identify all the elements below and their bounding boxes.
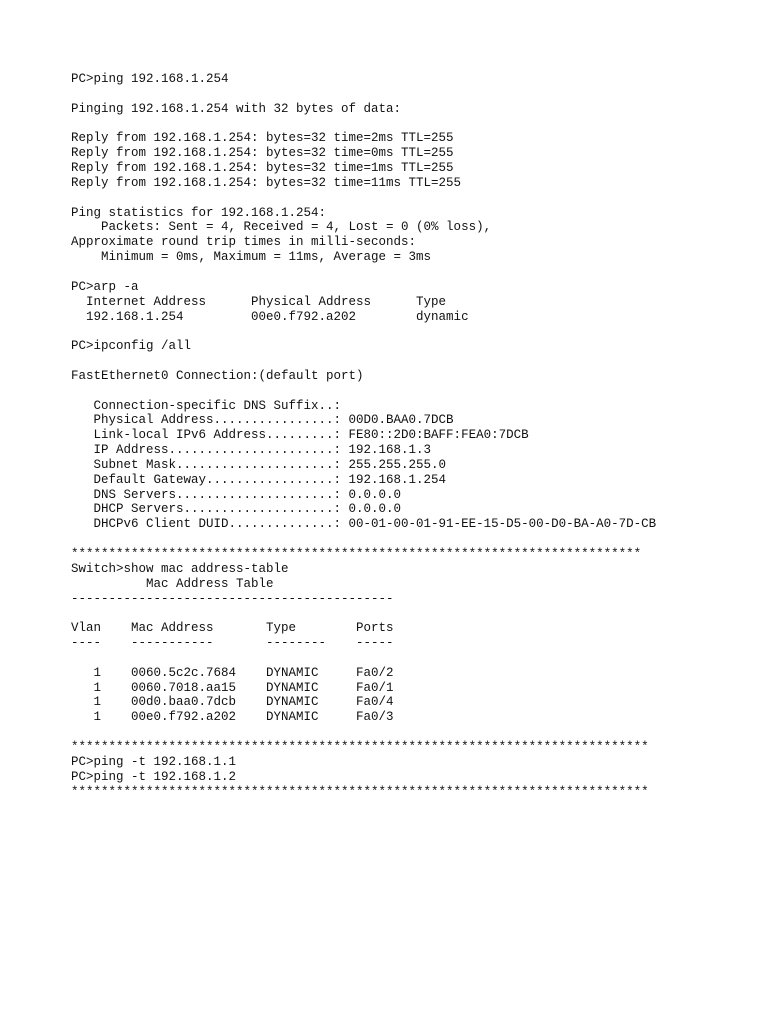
text-line	[71, 725, 761, 740]
text-line: Reply from 192.168.1.254: bytes=32 time=0ms TTL=255	[71, 146, 454, 161]
text-line	[71, 384, 761, 399]
text-line: PC>ping 192.168.1.254	[71, 72, 229, 86]
text-line: FastEthernet0 Connection:(default port)	[71, 368, 364, 383]
text-line: PC>ping -t 192.168.1.2	[71, 769, 237, 784]
text-line	[71, 117, 761, 132]
text-line	[71, 324, 761, 339]
text-line: Reply from 192.168.1.254: bytes=32 time=11ms TTL=255	[71, 175, 462, 190]
text-line: Pinging 192.168.1.254 with 32 bytes of data:	[71, 101, 402, 116]
text-line: *****************************************************************************	[71, 739, 649, 754]
text-line: Ping statistics for 192.168.1.254:	[71, 205, 327, 220]
text-line	[71, 191, 761, 206]
text-line: Minimum = 0ms, Maximum = 11ms, Average = 3ms	[71, 250, 432, 265]
text-line: PC>ipconfig /all	[71, 339, 192, 354]
text-line: ---- ----------- -------- -----	[71, 636, 394, 651]
text-line: 1 0060.5c2c.7684 DYNAMIC Fa0/2	[71, 665, 394, 680]
document-page	[71, 72, 761, 799]
text-line	[71, 651, 761, 666]
text-line: Subnet Mask.....................: 255.255.255.0	[71, 457, 447, 472]
text-line	[71, 354, 761, 369]
text-line: 192.168.1.254 00e0.f792.a202 dynamic	[71, 309, 469, 324]
text-line: Internet Address Physical Address Type	[71, 294, 447, 309]
text-line: *****************************************************************************	[71, 784, 649, 799]
text-line	[71, 265, 761, 280]
text-line: 1 00d0.baa0.7dcb DYNAMIC Fa0/4	[71, 695, 394, 710]
text-line: DHCPv6 Client DUID..............: 00-01-00-01-91-EE-15-D5-00-D0-BA-A0-7D-CB	[71, 517, 657, 532]
text-line: -------------------------------------------	[71, 591, 394, 606]
text-line: Mac Address Table	[71, 576, 274, 591]
text-line: Reply from 192.168.1.254: bytes=32 time=2ms TTL=255	[71, 131, 454, 146]
text-line: PC>arp -a	[71, 279, 139, 294]
text-line: DNS Servers.....................: 0.0.0.0	[71, 487, 402, 502]
text-line: Packets: Sent = 4, Received = 4, Lost = 0 (0% loss),	[71, 220, 492, 235]
text-line: ****************************************************************************	[71, 547, 642, 561]
text-line: Connection-specific DNS Suffix..:	[71, 398, 342, 413]
text-line: DHCP Servers....................: 0.0.0.0	[71, 502, 402, 517]
text-line	[71, 606, 761, 621]
text-line: PC>ping -t 192.168.1.1	[71, 754, 237, 769]
text-line: Approximate round trip times in milli-seconds:	[71, 235, 417, 250]
text-line: Link-local IPv6 Address.........: FE80::2D0:BAFF:FEA0:7DCB	[71, 428, 529, 443]
text-line: Reply from 192.168.1.254: bytes=32 time=1ms TTL=255	[71, 161, 454, 176]
text-line: Default Gateway.................: 192.168.1.254	[71, 472, 447, 487]
text-line: Switch>show mac address-table	[71, 561, 289, 576]
text-line: 1 0060.7018.aa15 DYNAMIC Fa0/1	[71, 680, 394, 695]
text-line: 1 00e0.f792.a202 DYNAMIC Fa0/3	[71, 710, 394, 725]
text-line	[71, 532, 761, 547]
text-line: Vlan Mac Address Type Ports	[71, 621, 394, 636]
text-line	[71, 87, 761, 102]
text-line: IP Address......................: 192.168.1.3	[71, 443, 432, 458]
text-line: Physical Address................: 00D0.BAA0.7DCB	[71, 413, 454, 428]
